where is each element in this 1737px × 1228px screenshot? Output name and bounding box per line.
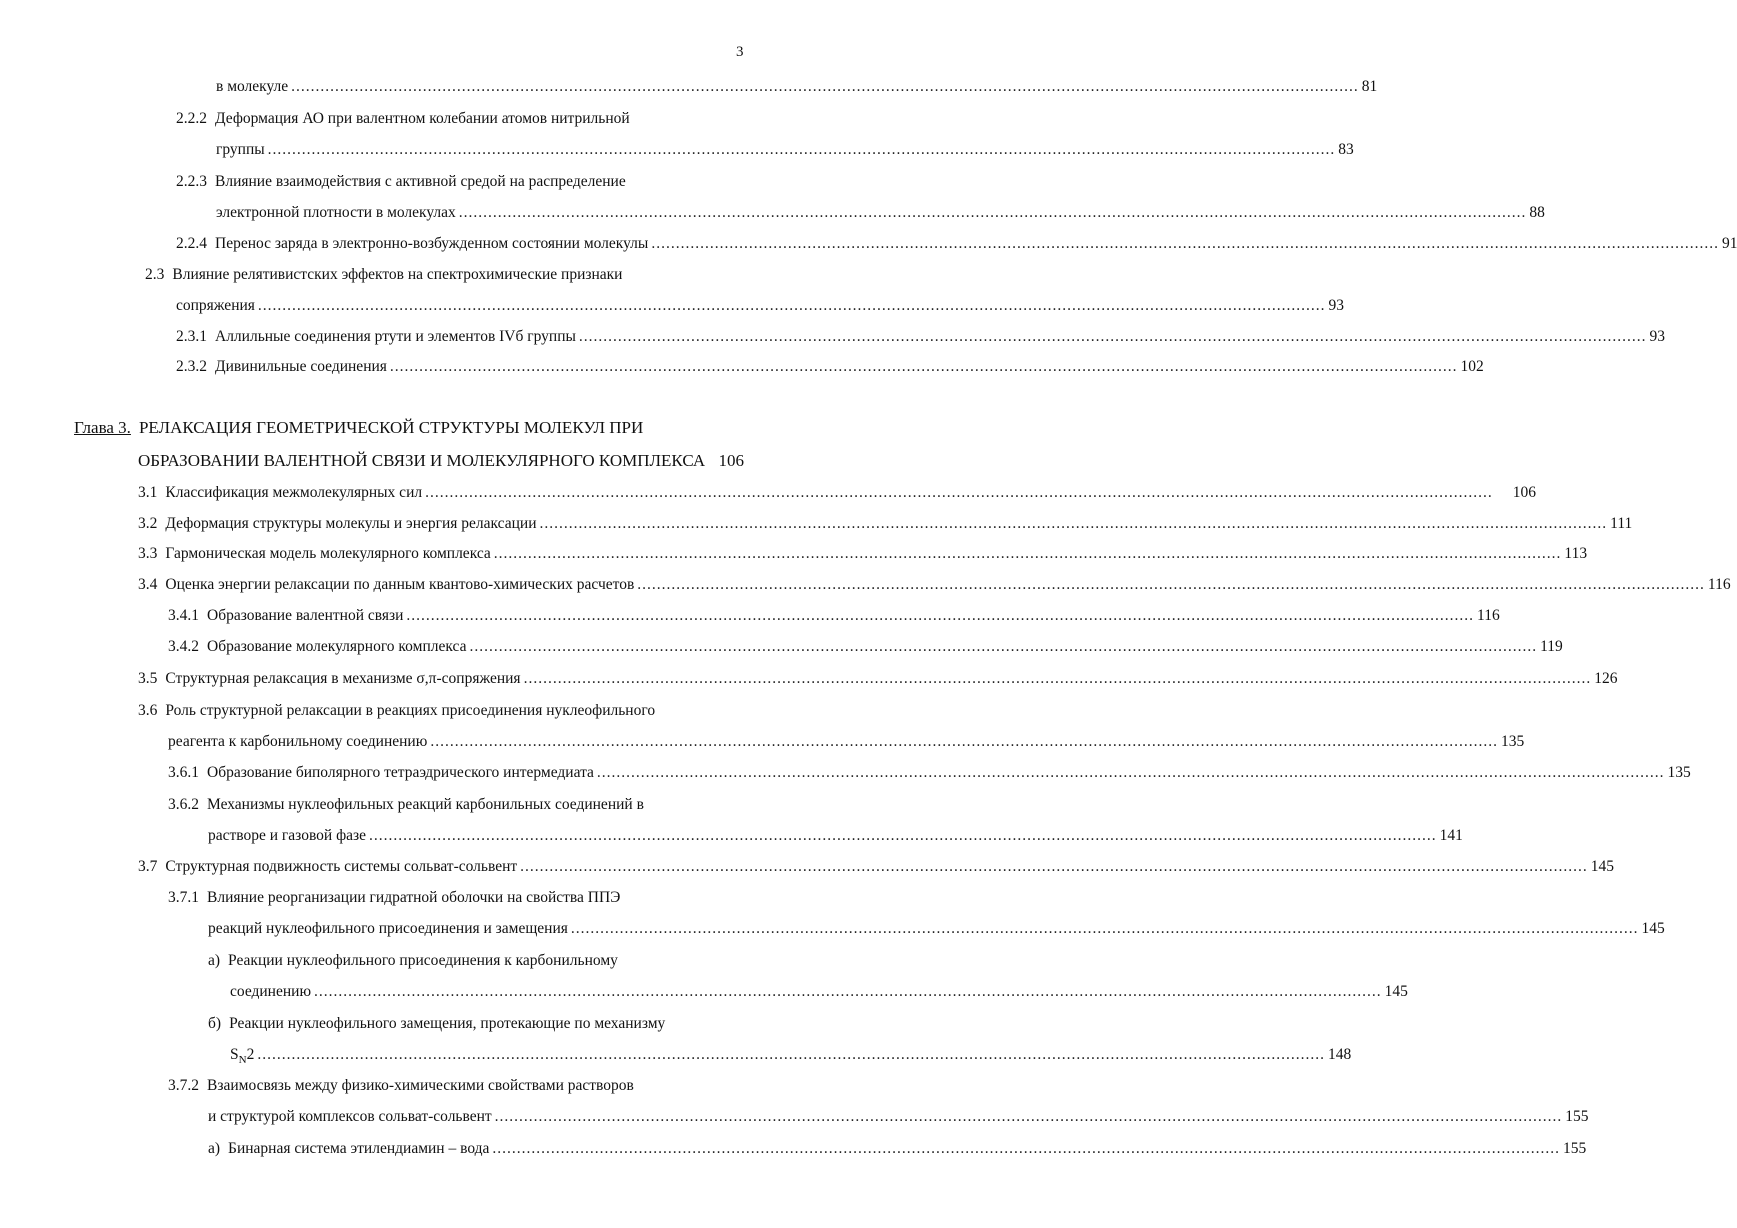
- entry-text: Взаимосвязь между физико-химическими свойствами растворов: [207, 1077, 634, 1094]
- entry-text: Реакции нуклеофильного замещения, протекающие по механизму: [229, 1015, 666, 1032]
- entry-text: в молекуле: [216, 78, 289, 95]
- entry-page: 145: [1384, 983, 1408, 1000]
- toc-entry: [216, 202, 1545, 224]
- toc-entry: [138, 668, 1618, 690]
- dot-leader: ...........................................................................................................................................................................................................................: [539, 515, 1608, 532]
- chapter-heading: [138, 450, 744, 472]
- entry-text: соединению: [230, 983, 312, 1000]
- entry-page: 116: [1707, 576, 1731, 593]
- dot-leader: ...........................................................................................................................................................................................................................: [267, 141, 1336, 158]
- entry-page: 141: [1439, 827, 1463, 844]
- entry-number: 2.2.2: [176, 110, 207, 127]
- entry-page: 145: [1590, 858, 1615, 875]
- toc-entry: [168, 605, 1500, 627]
- toc-entry: [138, 700, 655, 722]
- entry-text: Механизмы нуклеофильных реакций карбонильных соединений в: [207, 796, 644, 813]
- entry-text: $S_N2$: [230, 1046, 255, 1067]
- entry-number: 3.6.2: [168, 796, 199, 813]
- toc-entry: [208, 1106, 1589, 1128]
- toc-entry: [138, 856, 1615, 878]
- entry-text: Структурная релаксация в механизме σ,π-сопряжения: [165, 670, 521, 687]
- entry-text: Роль структурной релаксации в реакциях присоединения нуклеофильного: [165, 702, 656, 719]
- toc-entry: [168, 636, 1563, 658]
- entry-text: электронной плотности в молекулах: [216, 204, 456, 221]
- entry-page: 155: [1563, 1140, 1587, 1157]
- toc-entry: [168, 794, 644, 816]
- dot-leader: ...........................................................................................................................................................................................................................: [369, 827, 1437, 844]
- toc-entry: [208, 950, 618, 972]
- dot-leader: ...........................................................................................................................................................................................................................: [493, 545, 1562, 562]
- entry-text: реакций нуклеофильного присоединения и замещения: [208, 920, 568, 937]
- entry-text: Реакции нуклеофильного присоединения к карбонильному: [228, 952, 618, 969]
- entry-text: Образование молекулярного комплекса: [207, 638, 467, 655]
- entry-number: 3.3: [138, 545, 158, 562]
- dot-leader: ...........................................................................................................................................................................................................................: [578, 328, 1647, 345]
- entry-number: 3.7.2: [168, 1077, 199, 1094]
- page-number: 3: [736, 44, 744, 60]
- toc-entry: [138, 574, 1731, 596]
- entry-page: 113: [1564, 545, 1588, 562]
- entry-text: Влияние взаимодействия с активной средой на распределение: [215, 173, 626, 190]
- dot-leader: ...........................................................................................................................................................................................................................: [257, 1046, 1325, 1063]
- chapter-number: Глава 3.: [74, 418, 131, 437]
- dot-leader: ...........................................................................................................................................................................................................................: [523, 670, 1592, 687]
- entry-text: Деформация АО при валентном колебании атомов нитрильной: [215, 110, 630, 127]
- dot-leader: ...........................................................................................................................................................................................................................: [651, 235, 1719, 252]
- entry-page: 93: [1649, 328, 1666, 345]
- entry-page: 106: [1512, 484, 1536, 501]
- dot-leader: ...........................................................................................................................................................................................................................: [494, 1108, 1563, 1125]
- entry-number: 3.6: [138, 702, 158, 719]
- entry-number: 2.3: [145, 266, 165, 283]
- toc-entry: [230, 1044, 1352, 1067]
- dot-leader: ...........................................................................................................................................................................................................................: [389, 358, 1458, 375]
- entry-text: сопряжения: [176, 297, 255, 314]
- entry-number: 3.4.2: [168, 638, 199, 655]
- entry-text: Перенос заряда в электронно-возбужденном состоянии молекулы: [215, 235, 649, 252]
- entry-number: б): [208, 1015, 222, 1032]
- toc-entry: [176, 233, 1737, 255]
- toc-entry: [176, 171, 626, 193]
- toc-entry: [138, 482, 1536, 504]
- toc-entry: [176, 108, 630, 130]
- dot-leader: ...........................................................................................................................................................................................................................: [430, 733, 1498, 750]
- entry-page: 135: [1500, 733, 1525, 750]
- entry-number: 2.3.2: [176, 358, 207, 375]
- entry-number: 2.2.4: [176, 235, 207, 252]
- entry-text: Влияние релятивистских эффектов на спектрохимические признаки: [172, 266, 623, 283]
- toc-entry: [168, 1075, 634, 1097]
- dot-leader: ...........................................................................................................................................................................................................................: [596, 764, 1665, 781]
- entry-text: Образование биполярного тетраэдрического интермедиата: [207, 764, 594, 781]
- dot-leader: ...........................................................................................................................................................................................................................: [492, 1140, 1561, 1157]
- entry-page: 88: [1529, 204, 1545, 221]
- toc-entry: [168, 762, 1691, 784]
- dot-leader: ...........................................................................................................................................................................................................................: [469, 638, 1538, 655]
- entry-page: 81: [1361, 78, 1378, 95]
- entry-text: Классификация межмолекулярных сил: [165, 484, 423, 501]
- toc-entry: [176, 295, 1345, 317]
- entry-page: 135: [1667, 764, 1691, 781]
- entry-text: Образование валентной связи: [207, 607, 404, 624]
- entry-page: 155: [1565, 1108, 1589, 1125]
- entry-number: 3.2: [138, 515, 158, 532]
- entry-page: 148: [1327, 1046, 1352, 1063]
- toc-entry: [145, 264, 622, 286]
- entry-number: а): [208, 1140, 221, 1157]
- chapter-title: ОБРАЗОВАНИИ ВАЛЕНТНОЙ СВЯЗИ И МОЛЕКУЛЯРНОГО КОМПЛЕКСА: [138, 451, 706, 470]
- entry-page: 145: [1641, 920, 1665, 937]
- dot-leader: ...........................................................................................................................................................................................................................: [425, 484, 1493, 501]
- chapter-heading: [74, 417, 643, 439]
- toc-entry: [208, 1013, 665, 1035]
- entry-text: группы: [216, 141, 265, 158]
- toc-entry: [208, 918, 1665, 940]
- entry-page: 102: [1460, 358, 1484, 375]
- entry-number: 3.4.1: [168, 607, 199, 624]
- toc-entry: [230, 981, 1408, 1003]
- toc-entry: [138, 543, 1588, 565]
- entry-page: 91: [1721, 235, 1737, 252]
- chapter-title: РЕЛАКСАЦИЯ ГЕОМЕТРИЧЕСКОЙ СТРУКТУРЫ МОЛЕКУЛ ПРИ: [138, 418, 644, 437]
- dot-leader: ...........................................................................................................................................................................................................................: [291, 78, 1359, 95]
- toc-entry: [208, 1138, 1587, 1160]
- entry-page: 126: [1594, 670, 1618, 687]
- entry-page: 93: [1328, 297, 1345, 314]
- dot-leader: ...........................................................................................................................................................................................................................: [520, 858, 1588, 875]
- entry-page: 106: [718, 451, 744, 470]
- dot-leader: ...........................................................................................................................................................................................................................: [637, 576, 1705, 593]
- entry-number: 3.4: [138, 576, 158, 593]
- toc-entry: [138, 513, 1633, 535]
- entry-page: 83: [1338, 141, 1354, 158]
- entry-text: Оценка энергии релаксации по данным квантово-химических расчетов: [165, 576, 635, 593]
- entry-number: 3.1: [138, 484, 158, 501]
- dot-leader: ...........................................................................................................................................................................................................................: [458, 204, 1527, 221]
- toc-entry: [168, 887, 620, 909]
- entry-number: 3.5: [138, 670, 158, 687]
- entry-page: 119: [1540, 638, 1563, 655]
- toc-entry: [216, 76, 1378, 98]
- dot-leader: ...........................................................................................................................................................................................................................: [257, 297, 1326, 314]
- entry-text: Аллильные соединения ртути и элементов IVб группы: [215, 328, 576, 345]
- toc-entry: [168, 731, 1525, 753]
- entry-text: Структурная подвижность системы сольват-сольвент: [165, 858, 518, 875]
- toc-entry: [216, 139, 1354, 161]
- dot-leader: ...........................................................................................................................................................................................................................: [570, 920, 1639, 937]
- entry-number: 2.2.3: [176, 173, 207, 190]
- entry-text: и структурой комплексов сольват-сольвент: [208, 1108, 492, 1125]
- dot-leader: ...........................................................................................................................................................................................................................: [406, 607, 1475, 624]
- entry-text: реагента к карбонильному соединению: [168, 733, 428, 750]
- entry-text: Влияние реорганизации гидратной оболочки на свойства ППЭ: [207, 889, 621, 906]
- entry-number: 3.7.1: [168, 889, 199, 906]
- entry-text: Гармоническая модель молекулярного комплекса: [165, 545, 491, 562]
- entry-number: 3.7: [138, 858, 158, 875]
- entry-number: а): [208, 952, 221, 969]
- entry-page: 111: [1610, 515, 1633, 532]
- entry-text: растворе и газовой фазе: [208, 827, 366, 844]
- toc-entry: [176, 356, 1484, 378]
- entry-text: Бинарная система этилендиамин – вода: [228, 1140, 490, 1157]
- toc-entry: [176, 326, 1666, 348]
- entry-page: 116: [1477, 607, 1500, 624]
- entry-number: 2.3.1: [176, 328, 207, 345]
- entry-number: 3.6.1: [168, 764, 199, 781]
- dot-leader: ...........................................................................................................................................................................................................................: [314, 983, 1382, 1000]
- toc-entry: [208, 825, 1463, 847]
- entry-text: Дивинильные соединения: [215, 358, 387, 375]
- entry-text: Деформация структуры молекулы и энергия релаксации: [165, 515, 537, 532]
